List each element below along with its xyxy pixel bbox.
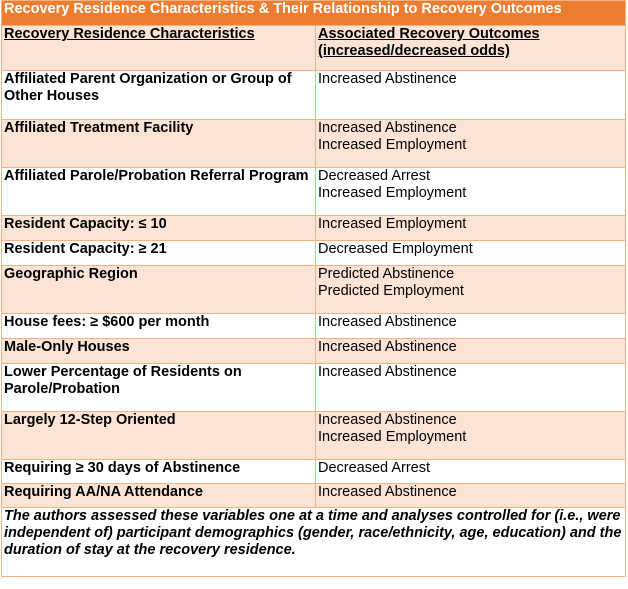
table-row: [2, 216, 626, 241]
header-characteristics: Recovery Residence Characteristics: [2, 26, 316, 71]
outcome-cell: [316, 266, 626, 314]
outcome-item: Decreased Arrest: [318, 460, 431, 476]
outcome-cell: [316, 460, 626, 484]
header-outcomes-line2: (increased/decreased odds): [318, 43, 510, 59]
outcome-item: Decreased Employment: [318, 241, 473, 257]
outcome-cell: [316, 339, 626, 364]
outcome-item: Increased Employment: [318, 185, 467, 201]
outcome-cell: [316, 314, 626, 339]
table-row: [2, 339, 626, 364]
table-row: [2, 120, 626, 168]
outcome-cell: [316, 71, 626, 120]
outcome-item: Increased Employment: [318, 429, 467, 445]
outcome-cell: [316, 120, 626, 168]
outcome-cell: [316, 412, 626, 460]
table-row: [2, 460, 626, 484]
table-row: [2, 71, 626, 120]
outcome-item: Increased Abstinence: [318, 71, 457, 87]
table-row: [2, 364, 626, 412]
table-row: [2, 241, 626, 266]
outcome-item: Increased Abstinence: [318, 339, 457, 355]
characteristic-cell: Affiliated Treatment Facility: [2, 120, 316, 168]
characteristic-cell: Affiliated Parent Organization or Group of Other Houses: [2, 71, 316, 120]
outcome-item: Increased Abstinence: [318, 120, 457, 136]
outcome-cell: [316, 241, 626, 266]
outcome-cell: [316, 364, 626, 412]
characteristic-cell: Male-Only Houses: [2, 339, 316, 364]
recovery-outcomes-table: [1, 0, 626, 577]
table-title-row: [2, 1, 626, 26]
table-title: Recovery Residence Characteristics & Their Relationship to Recovery Outcomes: [2, 1, 626, 26]
outcome-item: Predicted Employment: [318, 283, 464, 299]
table-row: [2, 168, 626, 216]
outcome-item: Decreased Arrest: [318, 168, 431, 184]
outcome-item: Increased Abstinence: [318, 314, 457, 330]
table-row: [2, 314, 626, 339]
outcome-item: Increased Employment: [318, 216, 467, 232]
table-row: [2, 412, 626, 460]
table-row: [2, 266, 626, 314]
characteristic-cell: Lower Percentage of Residents on Parole/Probation: [2, 364, 316, 412]
characteristic-cell: Resident Capacity: ≤ 10: [2, 216, 316, 241]
table-footnote: The authors assessed these variables one at a time and analyses controlled for (i.e., were independent of) participant demographics (gender, race/ethnicity, age, education) and the duration of stay at the recovery residence.: [2, 508, 626, 577]
characteristic-cell: Resident Capacity: ≥ 21: [2, 241, 316, 266]
table-row: [2, 484, 626, 508]
header-outcomes-line1: Associated Recovery Outcomes: [318, 26, 540, 42]
table-header-row: [2, 26, 626, 71]
outcome-cell: [316, 484, 626, 508]
outcome-item: Increased Abstinence: [318, 484, 457, 500]
outcome-item: Increased Abstinence: [318, 364, 457, 380]
characteristic-cell: Affiliated Parole/Probation Referral Program: [2, 168, 316, 216]
characteristic-cell: Geographic Region: [2, 266, 316, 314]
header-outcomes: [316, 26, 626, 71]
characteristic-cell: Requiring ≥ 30 days of Abstinence: [2, 460, 316, 484]
characteristic-cell: Largely 12-Step Oriented: [2, 412, 316, 460]
outcome-cell: [316, 216, 626, 241]
outcome-item: Predicted Abstinence: [318, 266, 455, 282]
outcome-item: Increased Abstinence: [318, 412, 457, 428]
characteristic-cell: Requiring AA/NA Attendance: [2, 484, 316, 508]
characteristic-cell: House fees: ≥ $600 per month: [2, 314, 316, 339]
table-footnote-row: [2, 508, 626, 577]
outcome-cell: [316, 168, 626, 216]
outcome-item: Increased Employment: [318, 137, 467, 153]
